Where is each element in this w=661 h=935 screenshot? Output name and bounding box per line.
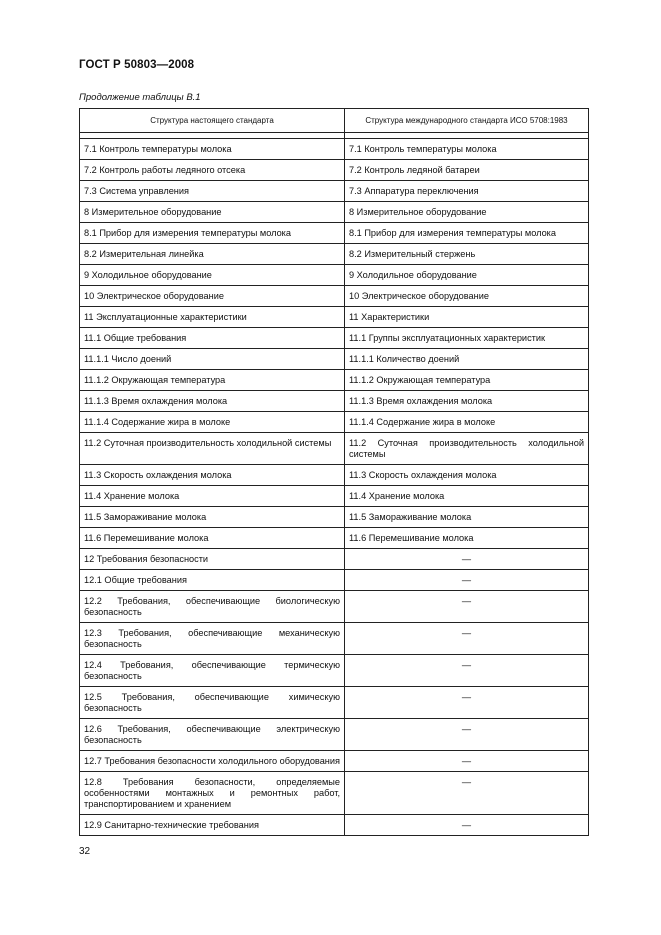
national-standard-cell: 12.4 Требования, обеспечивающие термическую безопасность — [80, 655, 345, 687]
table-row — [80, 286, 589, 307]
table-row — [80, 433, 589, 465]
national-standard-cell: 7.3 Система управления — [80, 181, 345, 202]
international-standard-cell: — — [345, 623, 589, 655]
national-standard-cell: 11.5 Замораживание молока — [80, 507, 345, 528]
national-standard-cell: 12.8 Требования безопасности, определяемые особенностями монтажных и ремонтных работ, транспортированием и хранением — [80, 772, 345, 815]
table-row — [80, 223, 589, 244]
table-row — [80, 391, 589, 412]
international-standard-cell: — — [345, 687, 589, 719]
table-row — [80, 202, 589, 223]
national-standard-cell: 10 Электрическое оборудование — [80, 286, 345, 307]
table-row — [80, 751, 589, 772]
national-standard-cell: 7.2 Контроль работы ледяного отсека — [80, 160, 345, 181]
table-row — [80, 655, 589, 687]
international-standard-cell: 11.1.3 Время охлаждения молока — [345, 391, 589, 412]
national-standard-cell: 11.3 Скорость охлаждения молока — [80, 465, 345, 486]
international-standard-cell: 11.4 Хранение молока — [345, 486, 589, 507]
international-standard-cell: — — [345, 549, 589, 570]
international-standard-cell: — — [345, 591, 589, 623]
table-row — [80, 719, 589, 751]
international-standard-cell: 7.1 Контроль температуры молока — [345, 139, 589, 160]
national-standard-cell: 11.4 Хранение молока — [80, 486, 345, 507]
national-standard-cell: 11.1.1 Число доений — [80, 349, 345, 370]
national-standard-cell: 11.1 Общие требования — [80, 328, 345, 349]
table-row — [80, 160, 589, 181]
table-row — [80, 815, 589, 836]
national-standard-cell: 12.1 Общие требования — [80, 570, 345, 591]
national-standard-cell: 12 Требования безопасности — [80, 549, 345, 570]
table-header-row — [80, 109, 589, 133]
international-standard-cell: 11.1.1 Количество доений — [345, 349, 589, 370]
document-code: ГОСТ Р 50803—2008 — [79, 59, 195, 71]
international-standard-cell: 7.3 Аппаратура переключения — [345, 181, 589, 202]
international-standard-cell: 9 Холодильное оборудование — [345, 265, 589, 286]
international-standard-cell: — — [345, 751, 589, 772]
international-standard-cell: 11 Характеристики — [345, 307, 589, 328]
table-row — [80, 328, 589, 349]
international-standard-cell: — — [345, 815, 589, 836]
table-row — [80, 465, 589, 486]
international-standard-cell: — — [345, 655, 589, 687]
national-standard-cell: 7.1 Контроль температуры молока — [80, 139, 345, 160]
table-row — [80, 412, 589, 433]
international-standard-cell: 7.2 Контроль ледяной батареи — [345, 160, 589, 181]
table-row — [80, 265, 589, 286]
table-row — [80, 486, 589, 507]
national-standard-cell: 11.1.4 Содержание жира в молоке — [80, 412, 345, 433]
column-header-international: Структура международного стандарта ИСО 5708:1983 — [345, 109, 589, 133]
national-standard-cell: 12.9 Санитарно-технические требования — [80, 815, 345, 836]
table-row — [80, 772, 589, 815]
national-standard-cell: 11.2 Суточная производительность холодильной системы — [80, 433, 345, 465]
column-header-national: Структура настоящего стандарта — [80, 109, 345, 133]
national-standard-cell: 11.1.2 Окружающая температура — [80, 370, 345, 391]
table-row — [80, 244, 589, 265]
international-standard-cell: — — [345, 570, 589, 591]
table-row — [80, 139, 589, 160]
national-standard-cell: 8.1 Прибор для измерения температуры молока — [80, 223, 345, 244]
national-standard-cell: 11 Эксплуатационные характеристики — [80, 307, 345, 328]
international-standard-cell: 11.2 Суточная производительность холодильной системы — [345, 433, 589, 465]
national-standard-cell: 12.5 Требования, обеспечивающие химическую безопасность — [80, 687, 345, 719]
international-standard-cell: 11.1 Группы эксплуатационных характеристик — [345, 328, 589, 349]
table-row — [80, 687, 589, 719]
international-standard-cell: 8 Измерительное оборудование — [345, 202, 589, 223]
correspondence-table — [79, 108, 589, 836]
table-row — [80, 570, 589, 591]
international-standard-cell: 11.5 Замораживание молока — [345, 507, 589, 528]
international-standard-cell: 11.6 Перемешивание молока — [345, 528, 589, 549]
table-row — [80, 370, 589, 391]
national-standard-cell: 12.7 Требования безопасности холодильного оборудования — [80, 751, 345, 772]
table-row — [80, 528, 589, 549]
national-standard-cell: 12.2 Требования, обеспечивающие биологическую безопасность — [80, 591, 345, 623]
table-caption: Продолжение таблицы В.1 — [79, 92, 201, 103]
national-standard-cell: 11.6 Перемешивание молока — [80, 528, 345, 549]
international-standard-cell: 11.1.4 Содержание жира в молоке — [345, 412, 589, 433]
international-standard-cell: 8.1 Прибор для измерения температуры молока — [345, 223, 589, 244]
table-row — [80, 507, 589, 528]
international-standard-cell: 11.3 Скорость охлаждения молока — [345, 465, 589, 486]
international-standard-cell: — — [345, 772, 589, 815]
national-standard-cell: 9 Холодильное оборудование — [80, 265, 345, 286]
national-standard-cell: 12.6 Требования, обеспечивающие электрическую безопасность — [80, 719, 345, 751]
international-standard-cell: — — [345, 719, 589, 751]
national-standard-cell: 8.2 Измерительная линейка — [80, 244, 345, 265]
table-row — [80, 549, 589, 570]
international-standard-cell: 8.2 Измерительный стержень — [345, 244, 589, 265]
table-row — [80, 349, 589, 370]
table-row — [80, 623, 589, 655]
national-standard-cell: 11.1.3 Время охлаждения молока — [80, 391, 345, 412]
table-body — [80, 139, 589, 836]
table-row — [80, 181, 589, 202]
international-standard-cell: 11.1.2 Окружающая температура — [345, 370, 589, 391]
table-row — [80, 591, 589, 623]
table-row — [80, 307, 589, 328]
national-standard-cell: 12.3 Требования, обеспечивающие механическую безопасность — [80, 623, 345, 655]
national-standard-cell: 8 Измерительное оборудование — [80, 202, 345, 223]
page-number: 32 — [79, 846, 91, 857]
international-standard-cell: 10 Электрическое оборудование — [345, 286, 589, 307]
